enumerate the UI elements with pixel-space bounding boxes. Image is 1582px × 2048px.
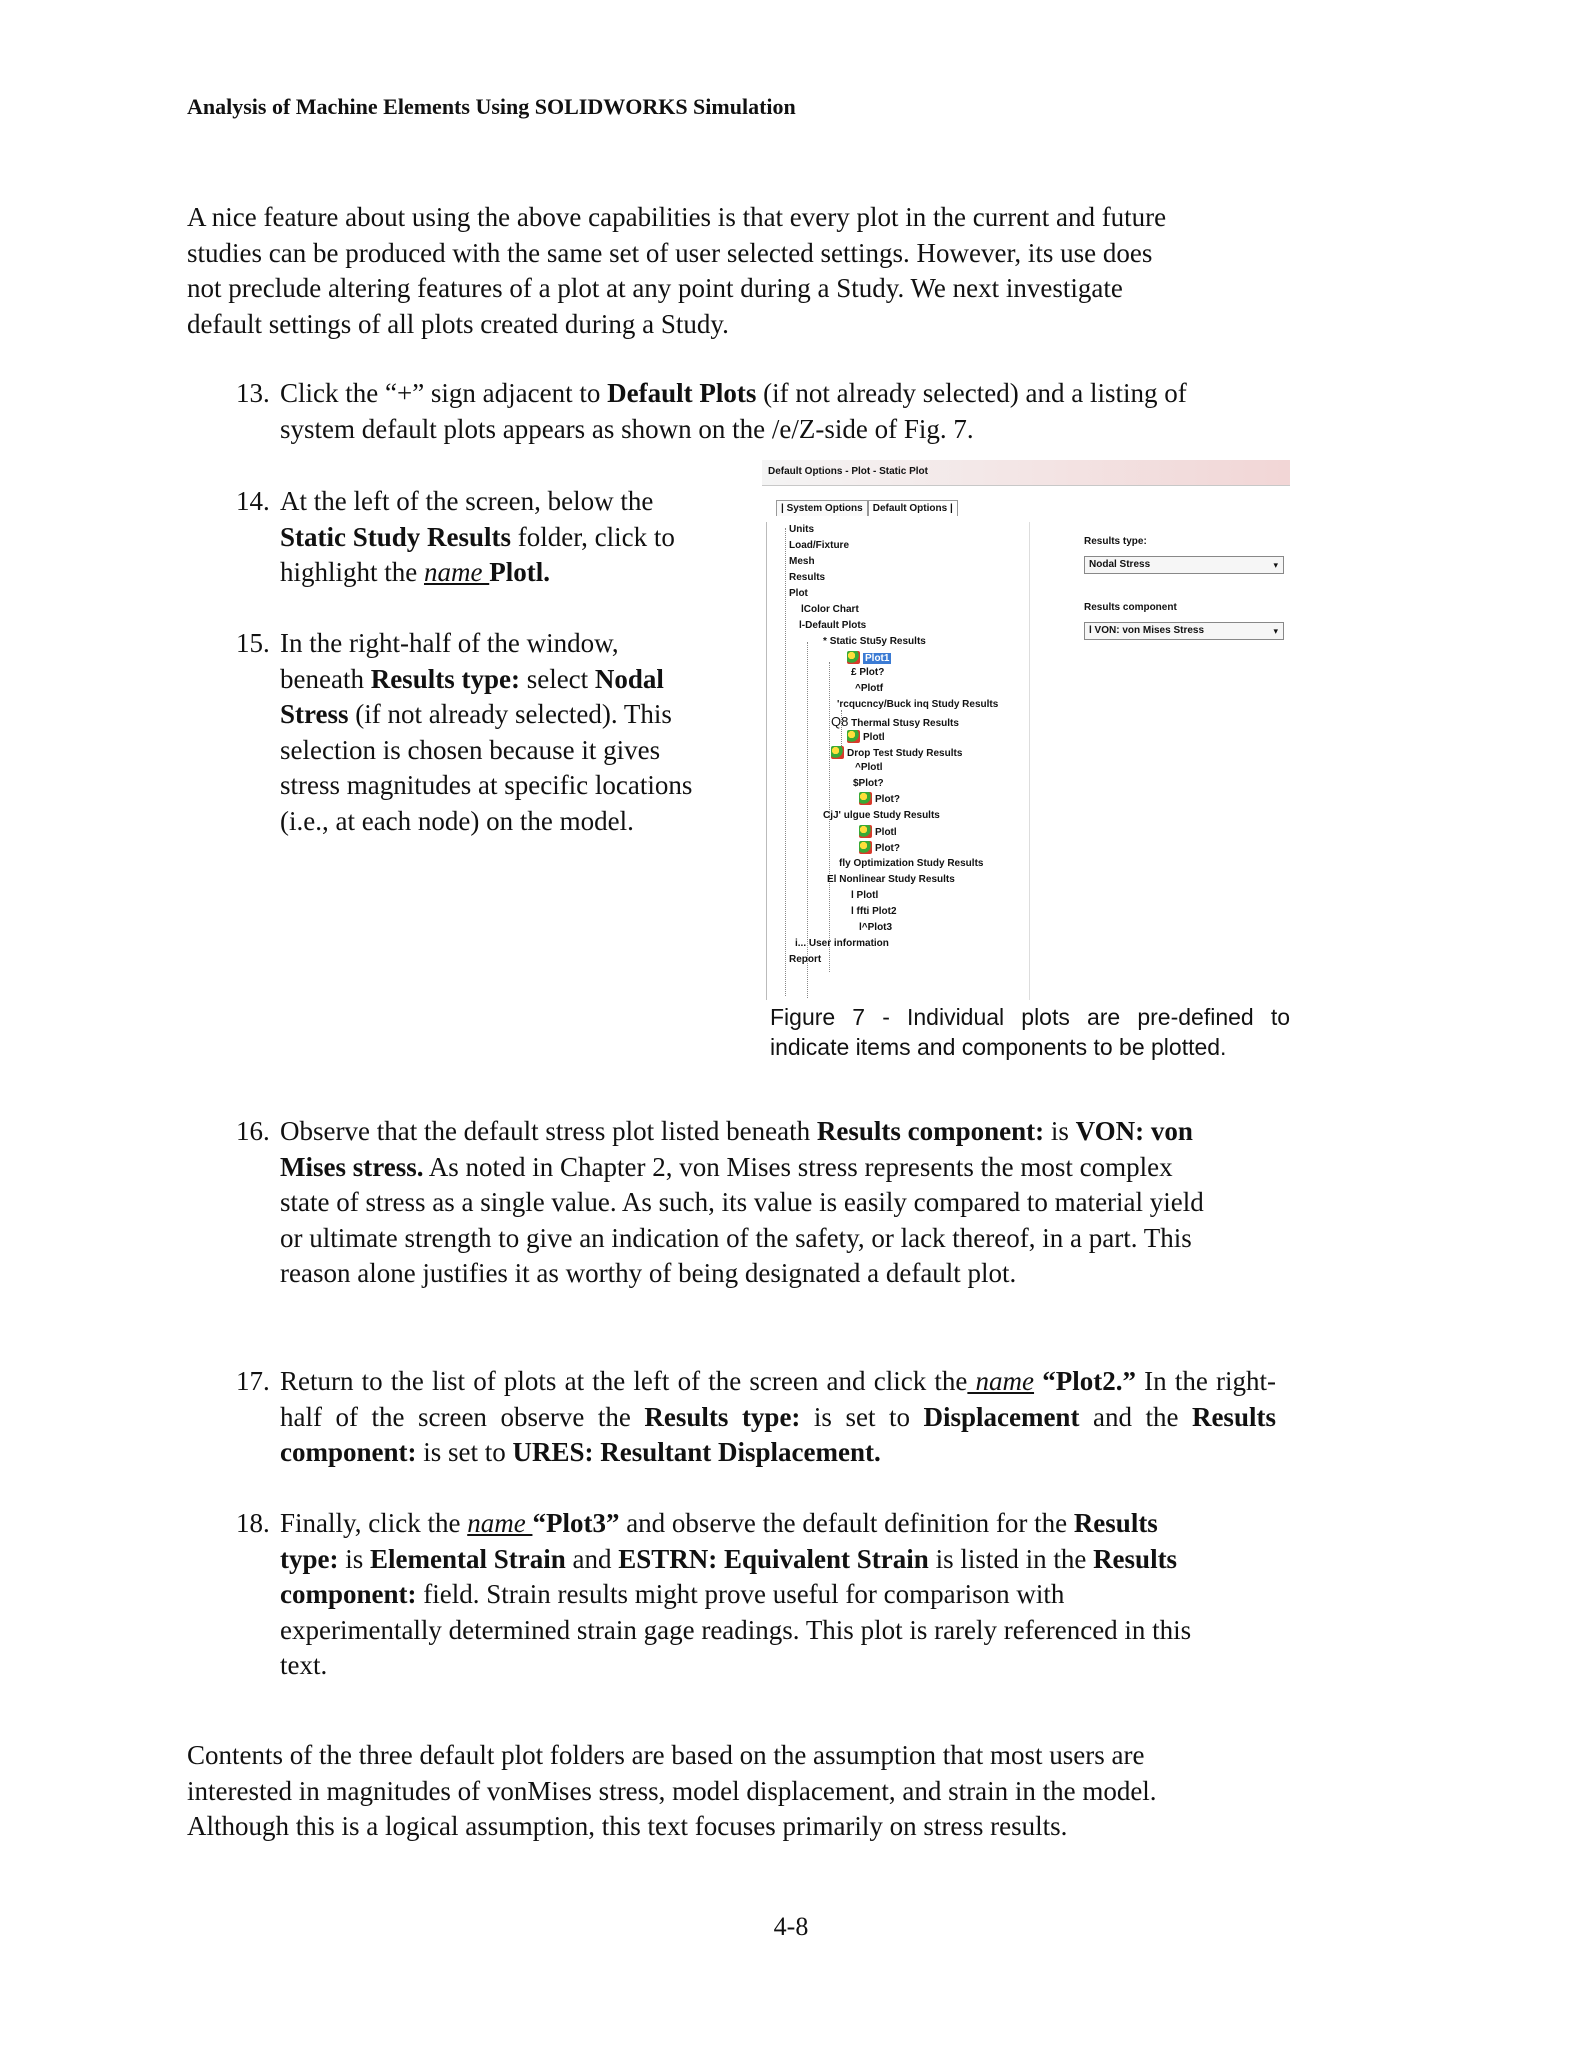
plot-icon	[859, 825, 872, 838]
folder-icon	[831, 746, 844, 759]
figure-7-caption: Figure 7 - Individual plots are pre-defined to indicate items and components to be plotted.	[770, 1004, 1290, 1060]
tree-item-fatigue-plot1[interactable]: Plotl	[859, 825, 897, 838]
plot-icon	[847, 651, 860, 664]
step-18-estrn: ESTRN: Equivalent Strain	[618, 1543, 929, 1574]
tree-item-frequency-buckling[interactable]: 'rcqucncy/Buck inq Study Results	[837, 699, 999, 710]
figure-7-default-options-window	[762, 460, 1290, 1000]
tree-item-report[interactable]: Report	[789, 954, 822, 965]
step-16-results-component: Results component:	[816, 1116, 1045, 1146]
tab-default-options[interactable]: Default Options |	[868, 500, 958, 516]
step-18-text-l: field. Strain results might prove useful for comparison with experimentally determined strain gage readings. This plot is rarely referenced in this text.	[280, 1579, 1192, 1680]
results-type-label: Results type:	[1084, 536, 1147, 547]
tree-item-nonlinear-study[interactable]: El Nonlinear Study Results	[827, 874, 955, 885]
tree-arrow-prefix: *	[823, 636, 827, 647]
tree-item-nonlinear-plot1[interactable]: l Plotl	[851, 890, 879, 901]
step-16-number: 16.	[236, 1116, 270, 1146]
tree-collapse-prefix: l-	[799, 620, 806, 631]
chevron-down-icon: ▾	[1273, 560, 1278, 570]
tree-item-load-fixture[interactable]: Load/Fixture	[789, 540, 850, 551]
tree-item-user-information[interactable]: i... User information	[795, 938, 889, 949]
step-18-text-f: is	[338, 1543, 370, 1574]
step-14-text-a: At the left of the screen, below the	[280, 486, 654, 516]
tree-q8-prefix: Q8	[831, 714, 849, 729]
step-18-results-component: Results component:	[280, 1543, 1178, 1609]
tree-item-results[interactable]: Results	[789, 572, 826, 583]
tree-item-default-plots[interactable]: l-Default Plots	[799, 620, 867, 631]
tree-plot1-selected[interactable]: Plot1	[847, 651, 891, 664]
step-17-results-type: Results type:	[644, 1401, 801, 1432]
step-18-text-h: and	[565, 1543, 619, 1574]
options-tabs	[776, 500, 958, 516]
closing-paragraph: Contents of the three default plot folders are based on the assumption that most users are interested in magnitudes of vonMises stress, model displacement, and strain in the model. Although this is a logical assumption, this text focuses primarily on stress results.	[187, 1740, 1157, 1841]
step-15-text-e: (if not already selected). This selection is chosen because it gives stress magnitudes at specific locations (i.e., at each node) on the model.	[280, 699, 693, 836]
results-component-dropdown[interactable]	[1084, 622, 1284, 640]
step-17-text-d: In the right-half of the screen observe the	[280, 1366, 1276, 1432]
tree-item-nonlinear-plot2[interactable]: l ffti Plot2	[851, 906, 897, 917]
step-14	[236, 484, 716, 591]
tree-item-optimization-study[interactable]: fly Optimization Study Results	[839, 858, 984, 869]
window-title: Default Options - Plot - Static Plot	[762, 460, 1290, 486]
plot-icon	[847, 730, 860, 743]
step-16-von-mises: VON: von Mises stress.	[280, 1116, 1193, 1182]
tree-item-mesh[interactable]: Mesh	[789, 556, 815, 567]
step-13	[236, 376, 1216, 447]
tree-item-units[interactable]: Units	[789, 524, 814, 535]
step-17-results-component: Results component:	[280, 1401, 1276, 1467]
step-18-elemental-strain: Elemental Strain	[370, 1543, 566, 1574]
intro-paragraph: A nice feature about using the above capabilities is that every plot in the current and future studies can be produced with the same set of user selected settings. However, its use does not preclude altering features of a plot at any point during a Study. We next investigate default settings of all plots created during a Study.	[187, 202, 1167, 339]
step-15-results-type: Results type:	[370, 663, 520, 694]
step-17-displacement: Displacement	[923, 1401, 1080, 1432]
results-type-dropdown[interactable]	[1084, 556, 1284, 574]
step-17	[236, 1364, 1276, 1471]
tree-item-color-chart[interactable]: lColor Chart	[801, 604, 859, 615]
tree-item-thermal-plot1[interactable]: Plotl	[847, 730, 885, 743]
step-15	[236, 626, 706, 839]
tree-item-plot2[interactable]: £ Plot?	[851, 667, 885, 678]
step-13-number: 13.	[236, 378, 270, 408]
tree-item-plot3[interactable]: ^Plotf	[855, 683, 884, 694]
step-18-text-j: is listed in the	[928, 1543, 1094, 1574]
step-17-text-a: Return to the list of plots at the left of the screen and click the	[280, 1366, 968, 1396]
step-14-text-c: folder, click to highlight the	[280, 521, 675, 587]
step-18-plot3: “Plot3”	[532, 1508, 620, 1538]
tree-item-plot[interactable]: Plot	[789, 588, 808, 599]
step-16-text-a: Observe that the default stress plot listed beneath	[280, 1116, 817, 1146]
step-14-static-study-results: Static Study Results	[280, 521, 512, 552]
options-tree-panel	[766, 522, 1030, 1000]
step-17-text-h: and the	[1079, 1401, 1192, 1432]
step-17-number: 17.	[236, 1366, 270, 1396]
tree-item-thermal-study[interactable]: Q8 Thermal Stusy Results	[831, 714, 959, 729]
step-17-plot2: “Plot2.”	[1034, 1366, 1136, 1396]
step-16-text-c: is	[1044, 1116, 1076, 1146]
step-14-plot1: Plotl.	[489, 557, 550, 587]
tree-item-drop-test-study[interactable]: Drop Test Study Results	[831, 746, 962, 759]
step-17-ures: URES: Resultant Displacement.	[512, 1437, 881, 1467]
plot-icon	[859, 792, 872, 805]
step-13-text-a: Click the “+” sign adjacent to	[280, 378, 608, 408]
step-13-default-plots: Default Plots	[607, 378, 757, 408]
tree-item-drop-plot3[interactable]: Plot?	[859, 792, 900, 805]
tree-item-drop-plot2[interactable]: $Plot?	[853, 778, 884, 789]
step-18-name: name	[467, 1508, 533, 1538]
step-18-text-a: Finally, click the	[280, 1508, 468, 1538]
step-14-number: 14.	[236, 486, 270, 516]
step-17-text-f: is set to	[800, 1401, 924, 1432]
results-component-value: l VON: von Mises Stress	[1089, 625, 1205, 636]
tree-item-drop-plot1[interactable]: ^Plotl	[855, 762, 883, 773]
tab-system-options[interactable]: | System Options	[776, 500, 868, 516]
step-15-nodal-stress: Nodal Stress	[280, 663, 664, 729]
step-16	[236, 1114, 1216, 1292]
results-component-label: Results component	[1084, 602, 1177, 613]
page-number: 4-8	[773, 1912, 809, 1941]
step-14-name: name	[424, 557, 490, 587]
step-17-text-j: is set to	[416, 1437, 513, 1467]
plot-icon	[859, 841, 872, 854]
tree-item-nonlinear-plot3[interactable]: l^Plot3	[859, 922, 893, 933]
step-18-results-type: Results type:	[280, 1508, 1158, 1574]
step-18	[236, 1506, 1216, 1684]
step-15-text-a: In the right-half of the window, beneath	[280, 628, 619, 694]
step-15-text-c: select	[519, 663, 595, 694]
tree-item-static-study-results[interactable]: * Static Stu5y Results	[823, 636, 926, 647]
step-18-text-d: and observe the default definition for the	[619, 1508, 1074, 1538]
step-15-number: 15.	[236, 628, 270, 658]
step-13-text-c: (if not already selected) and a listing of system default plots appears as shown on the /e/Z-side of Fig. 7.	[280, 378, 1187, 444]
step-17-name: name	[967, 1366, 1035, 1396]
tree-plus-prefix: £	[851, 667, 857, 678]
step-16-text-e: As noted in Chapter 2, von Mises stress represents the most complex state of stress as a single value. As such, its value is easily compared to material yield or ultimate strength to give an indication of the safety, or lack thereof, in a part. This reason alone justifies it as worthy of being designated a default plot.	[280, 1151, 1204, 1288]
tree-item-fatigue-study[interactable]: CjJ' ulgue Study Results	[823, 810, 940, 821]
running-header: Analysis of Machine Elements Using SOLIDWORKS Simulation	[187, 94, 796, 119]
results-type-value: Nodal Stress	[1089, 559, 1151, 570]
chevron-down-icon: ▾	[1273, 626, 1278, 636]
tree-item-fatigue-plot2[interactable]: Plot?	[859, 841, 900, 854]
step-18-number: 18.	[236, 1508, 270, 1538]
